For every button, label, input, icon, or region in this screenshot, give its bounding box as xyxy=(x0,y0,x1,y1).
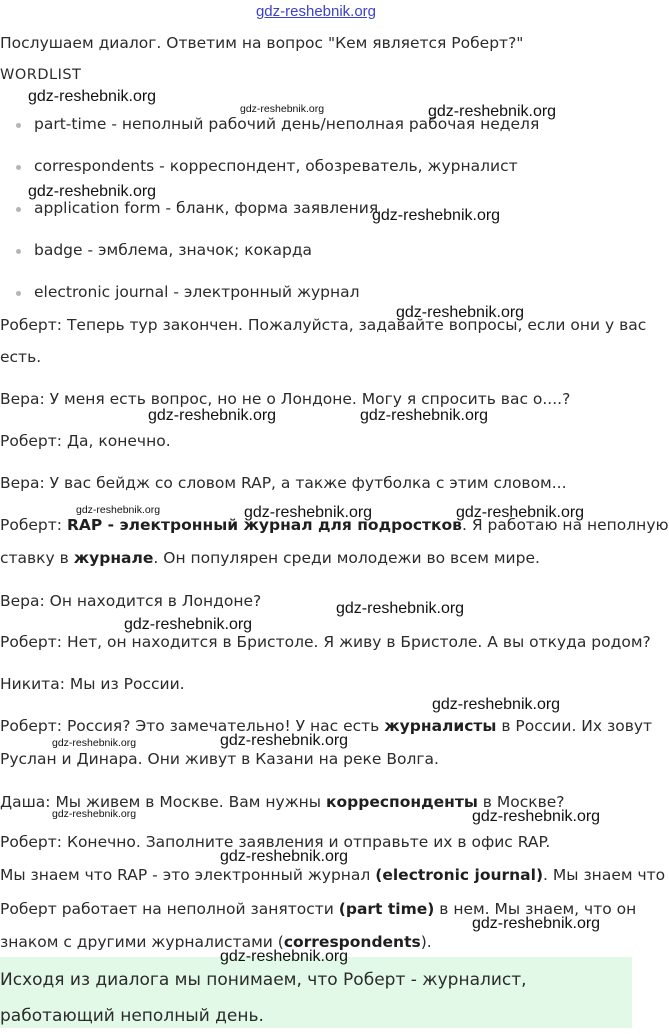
highlight-term: (electronic journal) xyxy=(375,866,544,884)
line-text: . Я работаю на неполную xyxy=(462,516,669,534)
line-text: Роберт: Россия? Это замечательно! У нас есть xyxy=(0,717,385,735)
line-text: ставку в xyxy=(0,549,74,567)
watermark: gdz-reshebnik.org xyxy=(372,207,501,224)
line-text: . Мы знаем что xyxy=(543,866,666,884)
watermark: gdz-reshebnik.org xyxy=(52,737,137,749)
dialog-line: Роберт: Теперь тур закончен. Пожалуйста, задавайте вопросы, если они у вас xyxy=(0,316,647,334)
bullet-dot xyxy=(16,165,21,170)
site-header[interactable] xyxy=(0,2,632,22)
bullet-dot xyxy=(16,249,21,254)
highlight-word: корреспонденты xyxy=(325,793,478,811)
wordlist-item: part-time - неполный рабочий день/неполная рабочая неделя xyxy=(34,115,540,133)
wordlist-title: WORDLIST xyxy=(0,67,82,83)
line-text: в нем. Мы знаем, что он xyxy=(434,900,637,918)
watermark: gdz-reshebnik.org xyxy=(220,732,349,749)
bullet-dot xyxy=(16,207,21,212)
highlight-term: correspondents xyxy=(283,933,421,951)
watermark: gdz-reshebnik.org xyxy=(456,504,585,521)
conclusion-line xyxy=(0,932,432,952)
watermark: gdz-reshebnik.org xyxy=(472,915,601,932)
line-text: Мы знаем что RAP - это электронный журнал xyxy=(0,866,376,884)
watermark: gdz-reshebnik.org xyxy=(124,616,253,633)
highlight-word: журналисты xyxy=(384,717,497,735)
watermark: gdz-reshebnik.org xyxy=(220,948,349,965)
summary-text: Исходя из диалога мы понимаем, что Роберт - журналист, работающий неполный день. xyxy=(0,970,527,1026)
dialog-line: Роберт: Нет, он находится в Бристоле. Я живу в Бристоле. А вы откуда родом? xyxy=(0,633,651,651)
bullet-dot xyxy=(16,291,21,296)
line-text: Даша: Мы живем в Москве. Вам нужны xyxy=(0,793,326,811)
line-text: . Он популярен среди молодежи во всем мире. xyxy=(153,549,540,567)
line-text: Роберт работает на неполной занятости xyxy=(0,900,339,918)
dialog-line: Руслан и Динара. Они живут в Казани на реке Волга. xyxy=(0,750,439,768)
conclusion-line xyxy=(0,865,665,885)
dialog-line: Вера: У меня есть вопрос, но не о Лондоне. Могу я спросить вас о....? xyxy=(0,390,571,408)
dialog-line: Никита: Мы из России. xyxy=(0,675,185,693)
bullet-dot xyxy=(16,123,21,128)
wordlist-item: badge - эмблема, значок; кокарда xyxy=(34,241,313,259)
watermark: gdz-reshebnik.org xyxy=(360,407,489,424)
dialog-line: Вера: У вас бейдж со словом RAP, а также футболка с этим словом... xyxy=(0,474,567,492)
speaker-text: Роберт: xyxy=(0,516,67,534)
dialog-line: Вера: Он находится в Лондоне? xyxy=(0,592,262,610)
wordlist-item: electronic journal - электронный журнал xyxy=(34,283,360,301)
watermark: gdz-reshebnik.org xyxy=(220,848,349,865)
watermark: gdz-reshebnik.org xyxy=(428,103,557,120)
dialog-line xyxy=(0,548,540,568)
dialog-line: Роберт: Конечно. Заполните заявления и отправьте их в офис RAP. xyxy=(0,833,551,851)
watermark: gdz-reshebnik.org xyxy=(148,407,277,424)
highlight-word: журнале xyxy=(73,549,154,567)
watermark: gdz-reshebnik.org xyxy=(240,103,325,115)
watermark: gdz-reshebnik.org xyxy=(472,808,601,825)
watermark: gdz-reshebnik.org xyxy=(28,88,157,105)
watermark: gdz-reshebnik.org xyxy=(52,808,137,820)
line-text: знаком с другими журналистами ( xyxy=(0,933,284,951)
site-header-link[interactable]: gdz-reshebnik.org xyxy=(255,3,377,20)
watermark: gdz-reshebnik.org xyxy=(28,183,157,200)
intro-question: Послушаем диалог. Ответим на вопрос "Кем является Роберт?" xyxy=(0,34,524,52)
watermark: gdz-reshebnik.org xyxy=(244,504,373,521)
dialog-line: есть. xyxy=(0,348,42,366)
line-text: в Москве? xyxy=(477,793,565,811)
watermark: gdz-reshebnik.org xyxy=(336,600,465,617)
wordlist-item: application form - бланк, форма заявления xyxy=(34,199,379,217)
watermark: gdz-reshebnik.org xyxy=(432,696,561,713)
line-text: ). xyxy=(420,933,432,951)
wordlist-item: correspondents - корреспондент, обозреватель, журналист xyxy=(34,157,518,175)
watermark: gdz-reshebnik.org xyxy=(396,304,525,321)
watermark: gdz-reshebnik.org xyxy=(76,504,161,516)
line-text: в России. Их зовут xyxy=(496,717,653,735)
highlight-term: (part time) xyxy=(338,900,435,918)
highlight-phrase: RAP - электронный журнал для подростков xyxy=(66,516,462,534)
dialog-line: Роберт: Да, конечно. xyxy=(0,432,171,450)
